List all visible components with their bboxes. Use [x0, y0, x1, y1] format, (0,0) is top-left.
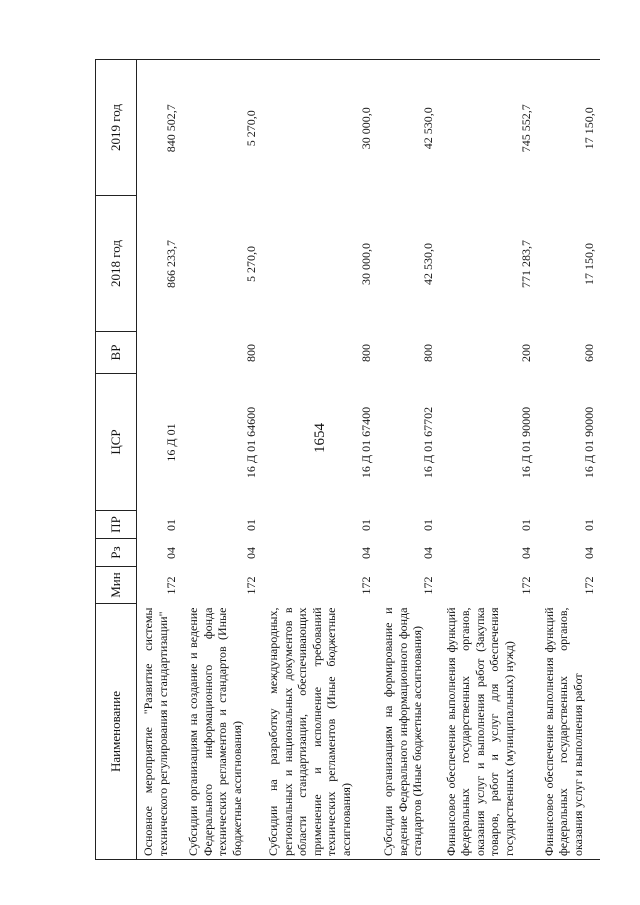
row-pr: 01: [519, 519, 533, 531]
row-csr: 16 Д 01 67702: [421, 406, 436, 479]
row-csr: 16 Д 01 90000: [581, 406, 596, 479]
row-rz: 04: [421, 547, 436, 559]
row-2018: 866 233,7: [163, 240, 178, 288]
header-csr: ЦСР: [96, 374, 137, 511]
header-vr: ВР: [96, 332, 137, 374]
table-header-row: [96, 60, 137, 860]
row-min: 172: [519, 576, 533, 595]
row-name: Финансовое обеспечение выполнения функций федеральных государственных органов, оказания услуг и выполнения работ: [538, 604, 601, 860]
row-2019: 30 000,0: [262, 60, 377, 196]
row-2019: 17 150,0: [538, 60, 601, 196]
table-row: [440, 60, 538, 860]
budget-table: [95, 59, 600, 860]
row-2019: 840 502,7: [137, 60, 183, 196]
row-rz: 04: [581, 547, 596, 559]
header-2019: 2019 год: [96, 60, 137, 196]
row-csr: 16 Д 01 67400: [358, 406, 373, 479]
row-name: Основное мероприятие "Развитие системы технического регулирования и стандартизации": [137, 604, 183, 860]
header-min: Мин: [96, 567, 137, 604]
row-name: Субсидии организациям на формирование и ведение Федерального информационного фонда стандартов (Иные бюджетные ассигнования): [377, 604, 439, 860]
row-min: 172: [421, 576, 436, 595]
row-vr: [137, 332, 183, 374]
row-rz: 04: [358, 547, 373, 559]
row-vr: 800: [243, 344, 258, 362]
row-name: Финансовое обеспечение выполнения функций федеральных государственных органов, оказания услуг и выполнения работ (Закупка товаров, работ и услуг для обеспечения государственных (муниципальных) нужд): [440, 604, 538, 860]
header-2018: 2018 год: [96, 196, 137, 332]
row-rz: 04: [519, 547, 533, 559]
table-row: [538, 60, 601, 860]
row-pr: 01: [358, 519, 373, 531]
page-number: 1654: [312, 423, 328, 453]
table-row: [137, 60, 183, 860]
row-pr: 01: [163, 519, 178, 531]
row-pr: 01: [581, 519, 596, 531]
row-min: 172: [358, 576, 373, 595]
row-2018: 771 283,7: [519, 240, 533, 288]
row-min: 172: [163, 576, 178, 595]
row-2019: 42 530,0: [377, 60, 439, 196]
row-2018: 5 270,0: [243, 246, 258, 282]
row-pr: 01: [421, 519, 436, 531]
row-csr: 16 Д 01: [163, 423, 178, 462]
row-rz: 04: [163, 547, 178, 559]
budget-table-rotated: [95, 60, 600, 860]
table-row: [262, 60, 377, 860]
row-pr: 01: [243, 519, 258, 531]
row-vr: 800: [358, 344, 373, 362]
header-name: Наименование: [96, 604, 137, 860]
row-vr: 600: [581, 344, 596, 362]
row-2018: 42 530,0: [421, 243, 436, 285]
row-2019: 5 270,0: [182, 60, 262, 196]
row-min: 172: [243, 576, 258, 595]
row-2018: 17 150,0: [581, 243, 596, 285]
row-name: Субсидии на разработку международных, региональных и национальных документов в области стандартизации, обеспечивающих применение и исполнение требований технических регламентов (Иные бюджетные ассигнования): [262, 604, 377, 860]
row-vr: 200: [519, 344, 533, 362]
row-2019: 745 552,7: [440, 60, 538, 196]
row-min: 172: [581, 576, 596, 595]
header-pr: ПР: [96, 511, 137, 539]
row-vr: 800: [421, 344, 436, 362]
row-2018: 30 000,0: [358, 243, 373, 285]
row-name: Субсидии организациям на создание и ведение Федерального информационного фонда технических регламентов и стандартов (Иные бюджетные ассигнования): [182, 604, 262, 860]
row-csr: 16 Д 01 90000: [519, 406, 533, 479]
row-rz: 04: [243, 547, 258, 559]
row-csr: 16 Д 01 64600: [243, 406, 258, 479]
table-row: [377, 60, 439, 860]
table-row: [182, 60, 262, 860]
header-rz: Рз: [96, 539, 137, 567]
